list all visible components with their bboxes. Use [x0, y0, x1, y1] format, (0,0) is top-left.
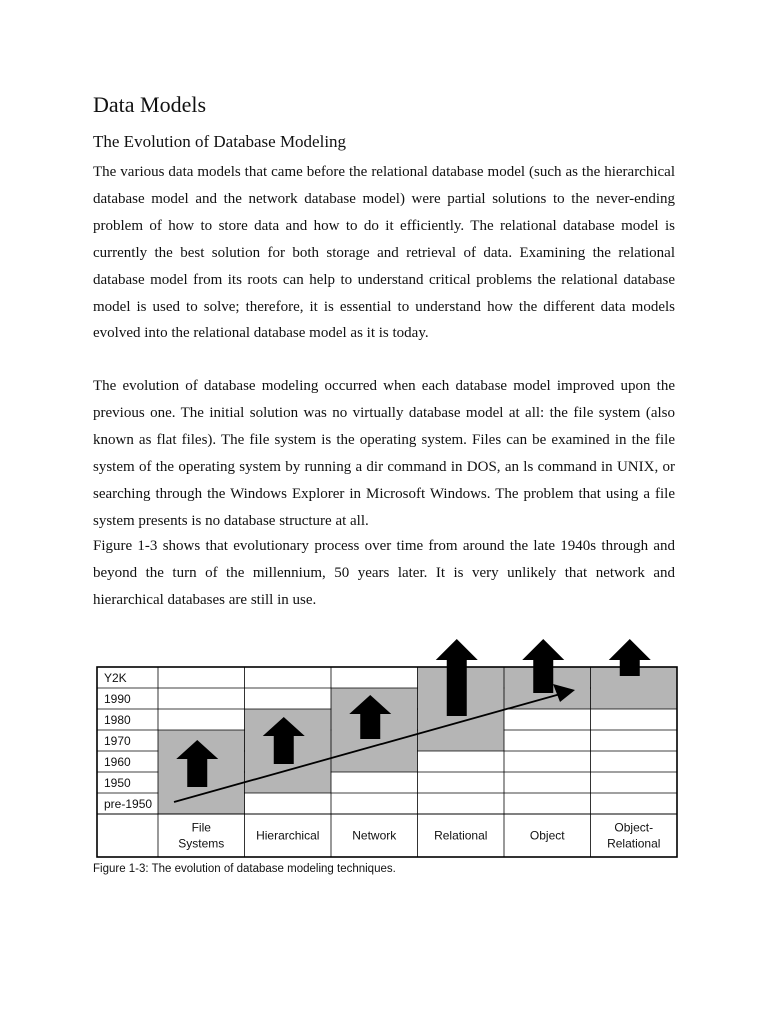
- row-label: 1970: [104, 734, 131, 748]
- column-label: Object-: [614, 820, 654, 835]
- figure-evolution-diagram: [93, 636, 679, 886]
- row-label: 1960: [104, 755, 131, 769]
- evolution-diagram-svg: [93, 636, 679, 861]
- section-title: The Evolution of Database Modeling: [93, 132, 347, 151]
- row-label: 1980: [104, 713, 131, 727]
- paragraph-figure-reference: Figure 1-3 shows that evolutionary process over time from around the late 1940s through and beyond the turn of the millennium, 50 years later. It is very unlikely that network and hierarchical databases are still in use.: [93, 538, 675, 608]
- page-title: Data Models: [93, 92, 207, 117]
- column-label: Hierarchical: [256, 828, 320, 843]
- paragraph-intro: The various data models that came before the relational database model (such as the hierarchical database model and the network database model) were partial solutions to the never-ending problem of how to store data and how to do it efficiently. The relational database model is currently the best solution for both storage and retrieval of data. Examining the relational database model from its roots can help to understand critical problems the relational database model is used to solve; therefore, it is essential to understand how the different data models evolved into the relational database model as it is today.: [93, 164, 675, 342]
- column-label: File: [191, 820, 211, 835]
- figure-caption: Figure 1-3: The evolution of database modeling techniques.: [93, 863, 396, 875]
- column-label: Network: [352, 828, 397, 843]
- column-label: Relational: [434, 828, 488, 843]
- row-label: 1950: [104, 776, 131, 790]
- row-label: Y2K: [104, 671, 127, 685]
- row-label: 1990: [104, 692, 131, 706]
- column-label: Relational: [607, 836, 661, 851]
- column-label: Object: [529, 828, 565, 843]
- row-label: pre-1950: [104, 797, 153, 811]
- column-label: Systems: [178, 836, 225, 851]
- paragraph-evolution: The evolution of database modeling occurred when each database model improved upon the previous one. The initial solution was no virtually database model at all: the file system (also known as flat files). The file system is the operating system. Files can be examined in the file system of the operating system by running a dir command in DOS, an ls command in UNIX, or searching through the Windows Explorer in Microsoft Windows. The problem that using a file system presents is no database structure at all.: [93, 378, 675, 529]
